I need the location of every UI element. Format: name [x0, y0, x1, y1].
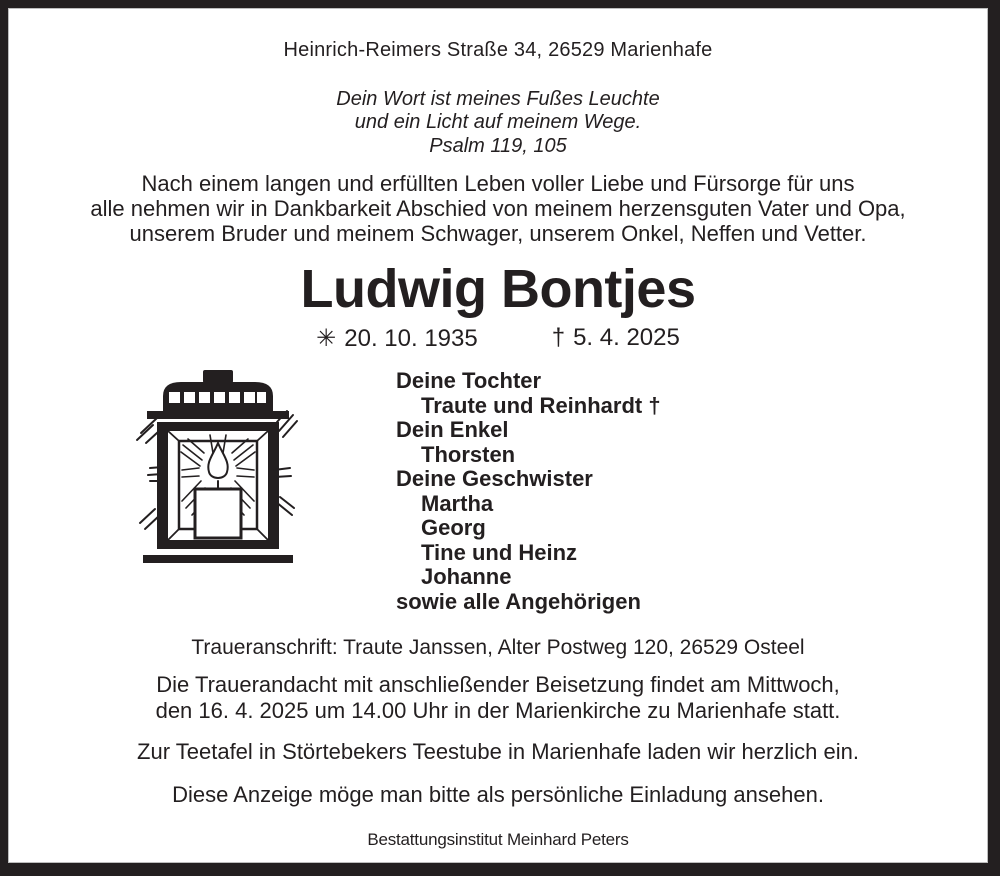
address-line: Heinrich-Reimers Straße 34, 26529 Marienhafe — [283, 39, 713, 61]
mourner-line: Tine und Heinz — [421, 539, 578, 565]
birth-date: ✳ 20. 10. 1935 — [316, 325, 478, 352]
service-line-2: den 16. 4. 2025 um 14.00 Uhr in der Marienkirche zu Marienhafe statt. — [155, 698, 841, 723]
mourners-list — [396, 369, 661, 614]
candle-lantern-icon — [133, 369, 303, 574]
notice-inner-area — [8, 8, 988, 863]
intro-line-1: Nach einem langen und erfüllten Leben voller Liebe und Fürsorge für uns — [141, 171, 855, 196]
birth-star-icon: ✳ — [316, 325, 337, 352]
mourner-line: Thorsten — [421, 441, 516, 467]
mourner-line: Johanne — [421, 564, 512, 589]
intro-line-2: alle nehmen wir in Dankbarkeit Abschied von meinem herzensguten Vater und Opa, — [90, 196, 906, 221]
scripture-verse — [9, 88, 987, 158]
deceased-name: Ludwig Bontjes — [300, 259, 696, 319]
mourner-line: Georg — [421, 515, 486, 540]
personal-invitation-line: Diese Anzeige möge man bitte als persönliche Einladung ansehen. — [172, 782, 824, 807]
funeral-home-line: Bestattungsinstitut Meinhard Peters — [367, 830, 629, 849]
service-line-1: Die Trauerandacht mit anschließender Beisetzung findet am Mittwoch, — [156, 672, 840, 697]
mourner-line: Martha — [421, 490, 494, 516]
verse-source: Psalm 119, 105 — [429, 135, 567, 157]
mourning-address-line: Traueranschrift: Traute Janssen, Alter Postweg 120, 26529 Osteel — [191, 636, 805, 659]
tea-invitation-line: Zur Teetafel in Störtebekers Teestube in Marienhafe laden wir herzlich ein. — [137, 739, 859, 764]
verse-line-2: und ein Licht auf meinem Wege. — [354, 111, 642, 133]
mourner-line: Dein Enkel — [396, 417, 509, 442]
death-date: † 5. 4. 2025 — [551, 324, 680, 351]
mourner-line: Deine Geschwister — [396, 466, 593, 491]
service-announcement — [9, 672, 987, 724]
middle-section — [9, 369, 987, 614]
verse-line-1: Dein Wort ist meines Fußes Leuchte — [336, 88, 660, 110]
death-cross-icon: † — [551, 324, 566, 351]
mourner-line: Traute und Reinhardt † — [421, 392, 661, 418]
intro-line-3: unserem Bruder und meinem Schwager, unserem Onkel, Neffen und Vetter. — [129, 221, 867, 246]
mourner-line: Deine Tochter — [396, 368, 542, 393]
intro-paragraph — [9, 171, 987, 246]
life-dates — [9, 324, 987, 353]
mourner-line: sowie alle Angehörigen — [396, 588, 641, 614]
